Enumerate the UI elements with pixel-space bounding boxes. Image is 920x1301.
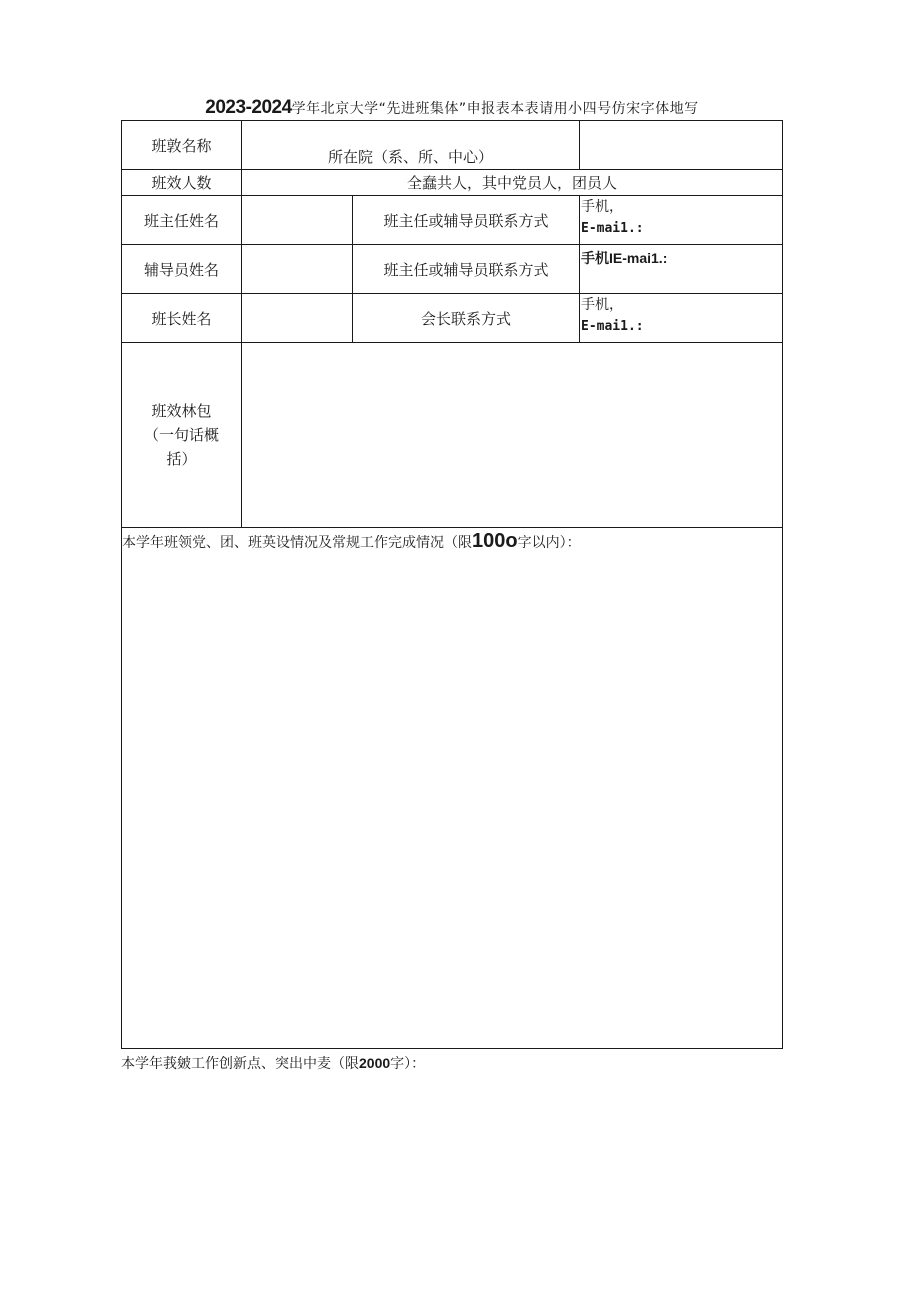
row-divider	[121, 527, 783, 528]
class-size-value: 全蠢共人，其中党员人，团员人	[406, 174, 617, 192]
counselor-contact[interactable]	[581, 247, 667, 269]
title-text: 学年北京大学“先进班集体”申报表本表请用小四号仿宋字体地写	[291, 101, 699, 117]
head-teacher-contact-label: 班主任或辅导员联系方式	[383, 211, 549, 230]
phone-email-label: 手机IE-mai1.:	[581, 250, 668, 266]
class-name-label: 班敦名称	[151, 137, 212, 155]
section2-limit: 2000	[359, 1055, 391, 1071]
monitor-contact[interactable]	[581, 294, 644, 338]
counselor-label: 辅导员姓名	[143, 260, 219, 279]
monitor-label: 班长姓名	[151, 309, 212, 328]
section1-heading	[122, 530, 581, 553]
monitor-name-input[interactable]	[242, 294, 352, 342]
phone-label: 手机，	[581, 199, 623, 215]
motto-label-line1: 班效林包	[151, 402, 212, 420]
column-divider	[579, 195, 580, 342]
head-teacher-label: 班主任姓名	[143, 211, 219, 230]
email-label: E-mai1.:	[581, 319, 644, 334]
section2-heading	[121, 1053, 425, 1073]
motto-label-line2: （一句话概	[143, 426, 219, 444]
table-right-border	[782, 120, 783, 1049]
head-teacher-contact[interactable]	[581, 196, 644, 240]
title-year: 2023-2024	[205, 97, 292, 118]
email-label: E-mai1.:	[581, 221, 644, 236]
section1-prefix: 本学年班领党、团、班英设情况及常规工作完成情况（限	[122, 535, 472, 551]
page-title	[120, 94, 784, 122]
section2-prefix: 本学年莪皴工作创新点、突出中麦（限	[121, 1056, 359, 1072]
section1-suffix: 字以内）：	[517, 535, 581, 551]
section1-text-area[interactable]	[122, 556, 782, 1048]
head-teacher-name-input[interactable]	[242, 196, 352, 244]
motto-label-line3: 括）	[166, 450, 197, 468]
class-motto-label	[122, 343, 241, 527]
counselor-name-input[interactable]	[242, 245, 352, 293]
table-bottom-border	[121, 1048, 783, 1049]
section1-limit: 100o	[472, 530, 518, 552]
monitor-contact-label: 会长联系方式	[420, 309, 511, 328]
counselor-contact-label: 班主任或辅导员联系方式	[383, 260, 549, 279]
phone-label: 手机，	[581, 297, 623, 313]
department-label: 所在院（系、所、中心）	[327, 148, 493, 166]
class-size-label: 班效人数	[151, 174, 212, 192]
section2-suffix: 字）：	[390, 1056, 426, 1072]
department-value[interactable]	[580, 121, 782, 169]
class-motto-input[interactable]	[242, 343, 782, 527]
